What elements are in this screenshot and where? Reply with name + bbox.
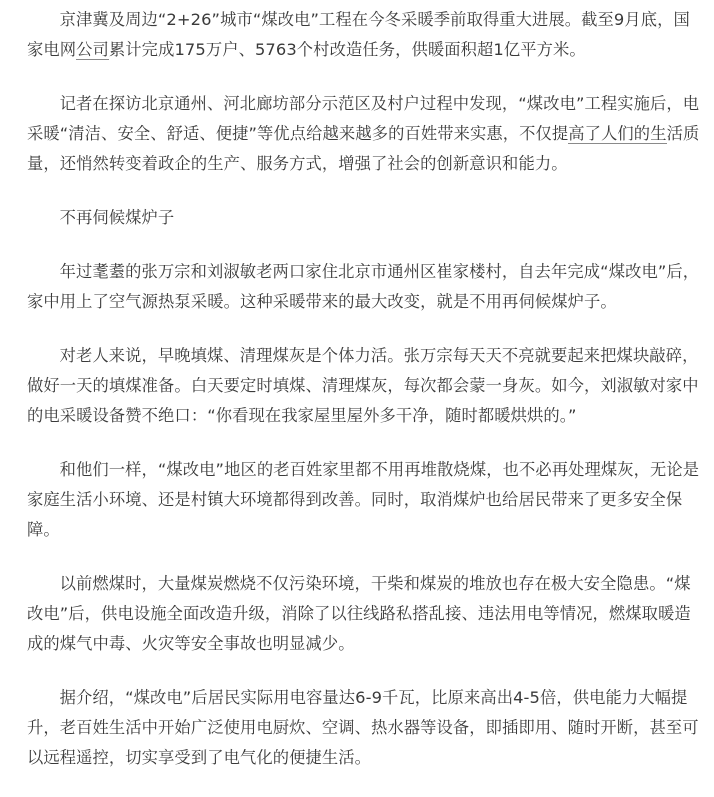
paragraph-2 bbox=[27, 89, 703, 179]
paragraph-3: 年过耄耋的张万宗和刘淑敏老两口家住北京市通州区崔家楼村，自去年完成“煤改电”后，家中用上了空气源热泵采暖。这种采暖带来的最大改变，就是不用再伺候煤炉子。 bbox=[27, 262, 700, 311]
paragraph-2-text-a: 记者在探访北京通州、河北廊坊部分示范区及村户过程中发现，“煤改电”工程实施后，电采暖“清洁、安全、舒适、便捷”等优点给越来越多的百姓带来实惠，不仅提 bbox=[27, 94, 700, 143]
paragraph-1-text-a: 京津冀及周边“2+26”城市“煤改电”工程在今冬采暖季前取得重大进展。截至9月底，国家电网 bbox=[27, 10, 690, 59]
paragraph-2-text-b: 活质量，还悄然转变着政企的生产、服务方式，增强了社会的创新意识和能力。 bbox=[27, 124, 700, 173]
paragraph-4: 对老人来说，早晚填煤、清理煤灰是个体力活。张万宗每天天不亮就要起来把煤块敲碎，做好一天的填煤准备。白天要定时填煤、清理煤灰，每次都会蒙一身灰。如今，刘淑敏对家中的电采暖设备赞不绝口：“你看现在我家屋里屋外多干净，随时都暖烘烘的。” bbox=[27, 346, 699, 425]
paragraph-1-text-b: 累计完成175万户、5763个村改造任务，供暖面积超1亿平方米。 bbox=[108, 40, 586, 59]
paragraph-6: 以前燃煤时，大量煤炭燃烧不仅污染环境，干柴和煤炭的堆放也存在极大安全隐患。“煤改电”后，供电设施全面改造升级，消除了以往线路私搭乱接、违法用电等情况，燃煤取暖造成的煤气中毒、火灾等安全事故也明显减少。 bbox=[27, 574, 691, 653]
keyword-link-company[interactable]: 公司 bbox=[76, 40, 109, 59]
section-heading: 不再伺候煤炉子 bbox=[59, 208, 175, 227]
paragraph-5: 和他们一样，“煤改电”地区的老百姓家里都不用再堆散烧煤，也不必再处理煤灰，无论是家庭生活小环境、还是村镇大环境都得到改善。同时，取消煤炉也给居民带来了更多安全保障。 bbox=[27, 460, 700, 539]
article-body bbox=[27, 0, 703, 797]
paragraph-7: 据介绍，“煤改电”后居民实际用电容量达6-9千瓦，比原来高出4-5倍，供电能力大幅提升，老百姓生活中开始广泛使用电厨炊、空调、热水器等设备，即插即用、随时开断，甚至可以远程遥控，切实享受到了电气化的便捷生活。 bbox=[27, 688, 699, 767]
keyword-link-quality-of-life[interactable]: 高了人们的生 bbox=[568, 124, 667, 143]
paragraph-1 bbox=[27, 5, 703, 65]
